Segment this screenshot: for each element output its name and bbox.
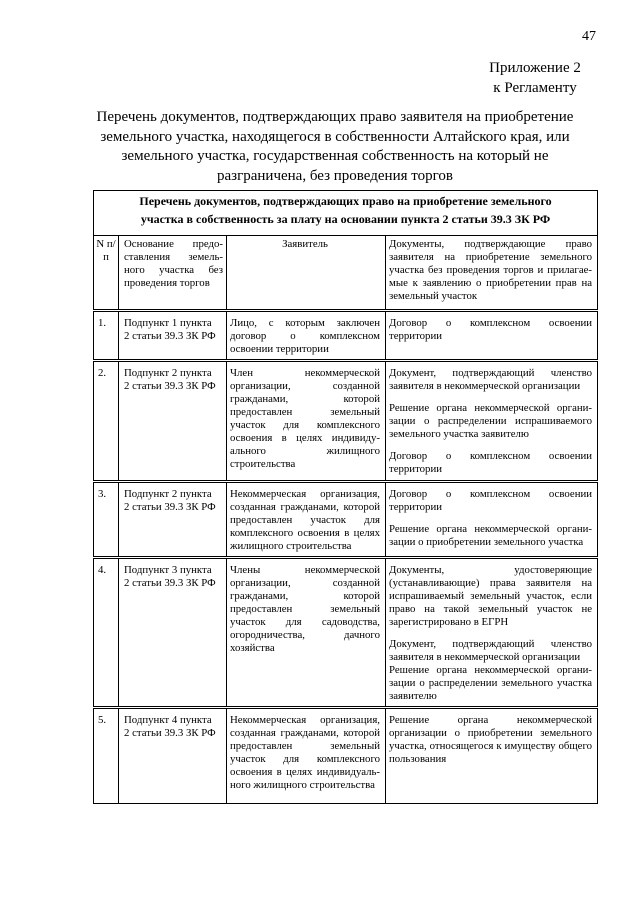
document-item: Документы, удостоверяющие (устанавливающие) права заявителя на испрашиваемый земельный участок, если право на такой земельный участок не зарегистрировано в ЕГРН: [389, 564, 593, 628]
row-documents: [386, 558, 598, 708]
row-number: 4.: [94, 558, 119, 708]
document-item: Договор о комплексном освоении территории: [389, 317, 593, 342]
row-number: 3.: [94, 482, 119, 558]
row-applicant: Некоммерческая организация, созданная гражданами, которой предоставлен участок для комплексного освоения в целях жилищного строительства: [227, 482, 386, 558]
appendix-reference: [487, 58, 583, 98]
row-basis: Подпункт 3 пункта 2 статьи 39.3 ЗК РФ: [119, 558, 227, 708]
page-number: 47: [582, 29, 596, 44]
row-basis: Подпункт 4 пункта 2 статьи 39.3 ЗК РФ: [119, 708, 227, 804]
document-item: Решение органа некоммерческой органи-зации о распределении земельного участка заявителю: [389, 664, 593, 702]
table-caption: [94, 191, 598, 236]
table-caption-line-1: Перечень документов, подтверждающих право на приобретение земельного: [139, 194, 552, 208]
appendix-line-2: к Регламенту: [493, 80, 577, 96]
column-header-documents: Документы, подтверждающие право заявителя на приобретение земельного участка без проведения торгов и прилагае-мые к заявлению о приобретении прав на земельный участок: [386, 236, 598, 311]
document-item: Решение органа некоммерческой органи-зации о распределении испрашиваемого земельного участка заявителю: [389, 402, 593, 440]
table-row: [94, 361, 598, 482]
document-item: Документ, подтверждающий членство заявителя в некоммерческой организации: [389, 638, 593, 663]
title-line-2: земельного участка, находящегося в собственности Алтайского края, или: [100, 128, 570, 145]
document-item: Договор о комплексном освоении территории: [389, 488, 593, 513]
document-item: Договор о комплексном освоении территории: [389, 450, 593, 475]
row-number: 1.: [94, 311, 119, 361]
row-documents: [386, 361, 598, 482]
row-documents: [386, 708, 598, 804]
row-documents: [386, 311, 598, 361]
row-applicant: Члены некоммерческой организации, созданной гражданами, которой предоставлен земельный участок для садоводства, огородничества, дачного хозяйства: [227, 558, 386, 708]
row-number: 5.: [94, 708, 119, 804]
row-basis: Подпункт 1 пункта 2 статьи 39.3 ЗК РФ: [119, 311, 227, 361]
table-row: [94, 708, 598, 804]
table-row: [94, 482, 598, 558]
document-title: [60, 108, 610, 186]
table-caption-line-2: участка в собственность за плату на основании пункта 2 статьи 39.3 ЗК РФ: [140, 212, 551, 226]
column-header-basis: Основание предо-ставления земель-ного участка без проведения торгов: [119, 236, 227, 311]
document-item: Решение органа некоммерческой органи-зации о приобретении земельного участка: [389, 523, 593, 548]
row-documents: [386, 482, 598, 558]
row-applicant: Лицо, с которым заключен договор о комплексном освоении территории: [227, 311, 386, 361]
row-applicant: Некоммерческая организация, созданная гражданами, которой предоставлен земельный участок для комплексного освоения в целях индивидуаль-ного жилищного строительства: [227, 708, 386, 804]
row-basis: Подпункт 2 пункта 2 статьи 39.3 ЗК РФ: [119, 482, 227, 558]
table-caption-row: [94, 191, 598, 236]
row-number: 2.: [94, 361, 119, 482]
row-basis: Подпункт 2 пункта 2 статьи 39.3 ЗК РФ: [119, 361, 227, 482]
column-header-number: N п/п: [94, 236, 119, 311]
title-line-1: Перечень документов, подтверждающих право заявителя на приобретение: [96, 109, 574, 125]
column-header-applicant: Заявитель: [227, 236, 386, 311]
appendix-line-1: Приложение 2: [489, 60, 581, 76]
documents-table: [93, 190, 598, 804]
title-line-3: земельного участка, государственная собственность на который не: [121, 148, 549, 164]
title-line-4: разграничена, без проведения торгов: [217, 167, 453, 184]
table-body: [94, 311, 598, 804]
document-item: Документ, подтверждающий членство заявителя в некоммерческой организации: [389, 367, 593, 392]
table-row: [94, 311, 598, 361]
table-row: [94, 558, 598, 708]
row-applicant: Член некоммерческой организации, созданной гражданами, которой предоставлен земельный участок для комплексного освоения в целях индивиду-ального жилищного строительства: [227, 361, 386, 482]
table-header-row: [94, 236, 598, 311]
document-item: Решение органа некоммерческой организации о приобретении земельного участка, относящегося к имуществу общего пользования: [389, 714, 593, 765]
